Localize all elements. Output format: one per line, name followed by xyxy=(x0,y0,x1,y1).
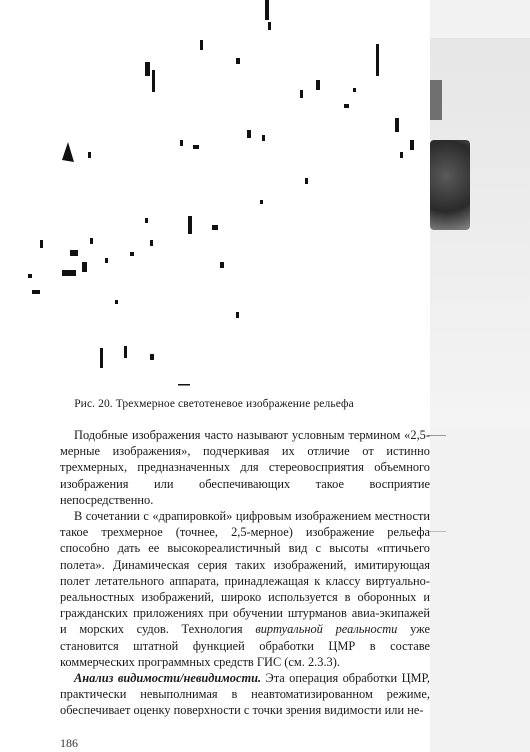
relief-image xyxy=(0,0,428,390)
term-virtual-reality: виртуальной реальности xyxy=(255,622,398,637)
paragraph-text: В сочетании с «драпировкой» цифровым изображением местности такое трехмерное (точнее, 2,5-мерное) изображение рельефа способно дать ее высокореалистичный вид с высоты «птичьего полета». Динамическая серия таких изображений, имитирующая полет летательного аппарата, принадлежащая к классу виртуально-реальностных изображений, широко используется в оборонных и гражданских приложениях при обучении штурманов авиа-экипажей и морских судов. Технология xyxy=(60,509,430,637)
adjacent-figure-fragment xyxy=(430,80,442,120)
divider xyxy=(428,531,446,532)
adjacent-figure-band xyxy=(430,38,530,428)
section-heading: Анализ видимости/невидимости. xyxy=(74,671,262,686)
paragraph xyxy=(60,508,430,670)
divider xyxy=(428,435,446,436)
paragraph-text: уже становится штатной функцией обработки ЦМР в составе коммерческих программных средств ГИС (см. 2.3.3). xyxy=(60,622,431,669)
adjacent-page-edge xyxy=(430,0,530,752)
adjacent-figure-fragment xyxy=(430,140,470,230)
figure-caption: Рис. 20. Трехмерное светотеневое изображение рельефа xyxy=(74,398,354,410)
page-number: 186 xyxy=(60,736,78,750)
paragraph xyxy=(60,670,430,719)
relief-figure xyxy=(0,0,428,390)
paragraph: Подобные изображения часто называют условным термином «2,5-мерные изображения», подчеркивая их отличие от истинно трехмерных, предназначенных для стереовосприятия объемного изображения или обеспечивающих такое восприятие непосредственно. xyxy=(60,428,430,507)
paragraph-text: Эта операция обработки ЦМР, практически невыполнимая в неавтоматизированном режиме, обеспечивает оценку поверхности с точки зрения видимости или не- xyxy=(60,671,430,718)
body-text xyxy=(60,427,430,719)
